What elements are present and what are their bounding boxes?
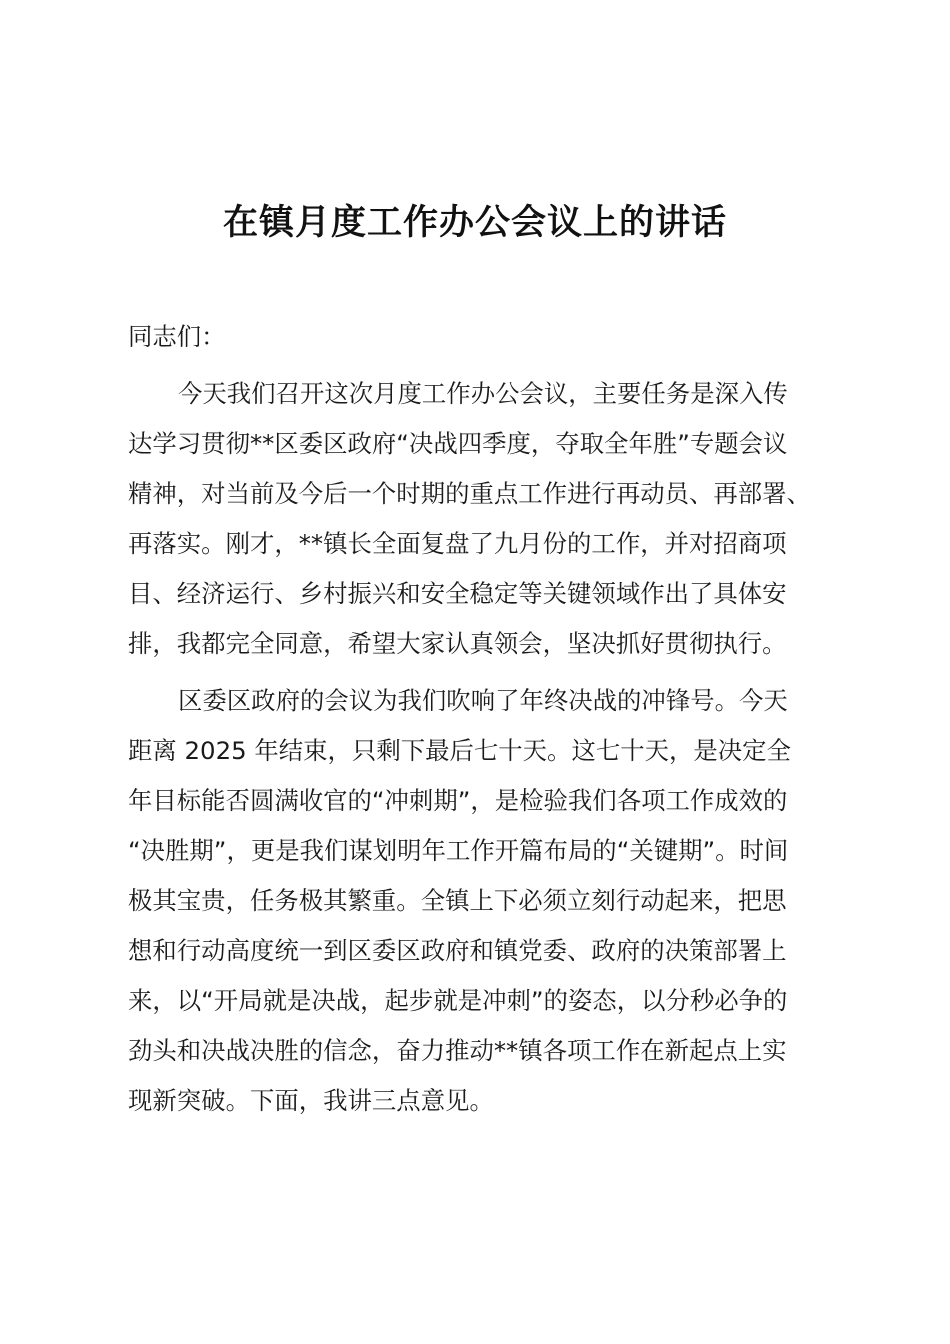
paragraph-line: 达学习贯彻**区委区政府“决战四季度，夺取全年胜”专题会议	[128, 429, 788, 458]
paragraph-line: 目、经济运行、乡村振兴和安全稳定等关键领域作出了具体安	[128, 579, 787, 608]
paragraph-line: 排，我都完全同意，希望大家认真领会，坚决抓好贯彻执行。	[128, 629, 787, 658]
paragraph-line: 极其宝贵，任务极其繁重。全镇上下必须立刻行动起来，把思	[128, 886, 787, 915]
paragraph-line: 今天我们召开这次月度工作办公会议，主要任务是深入传	[178, 379, 788, 408]
paragraph-line: 劲头和决战决胜的信念，奋力推动**镇各项工作在新起点上实	[128, 1036, 787, 1065]
paragraph-line: 现新突破。下面，我讲三点意见。	[128, 1086, 494, 1115]
paragraph-line: “决胜期”，更是我们谋划明年工作开篇布局的“关键期”。时间	[128, 836, 789, 865]
paragraph-line: 再落实。刚才，**镇长全面复盘了九月份的工作，并对招商项	[128, 529, 787, 558]
paragraph-line: 想和行动高度统一到区委区政府和镇党委、政府的决策部署上	[128, 936, 787, 965]
paragraph-line: 区委区政府的会议为我们吹响了年终决战的冲锋号。今天	[178, 686, 788, 715]
paragraph-line: 精神，对当前及今后一个时期的重点工作进行再动员、再部署、	[128, 479, 811, 508]
paragraph-line: 年目标能否圆满收官的“冲刺期”，是检验我们各项工作成效的	[128, 786, 788, 815]
paragraph-line: 距离 2025 年结束，只剩下最后七十天。这七十天，是决定全	[128, 736, 791, 765]
paragraph-line: 来，以“开局就是决战，起步就是冲刺”的姿态，以分秒必争的	[128, 986, 788, 1015]
document-title: 在镇月度工作办公会议上的讲话	[222, 202, 727, 243]
salutation-line: 同志们：	[128, 322, 226, 351]
